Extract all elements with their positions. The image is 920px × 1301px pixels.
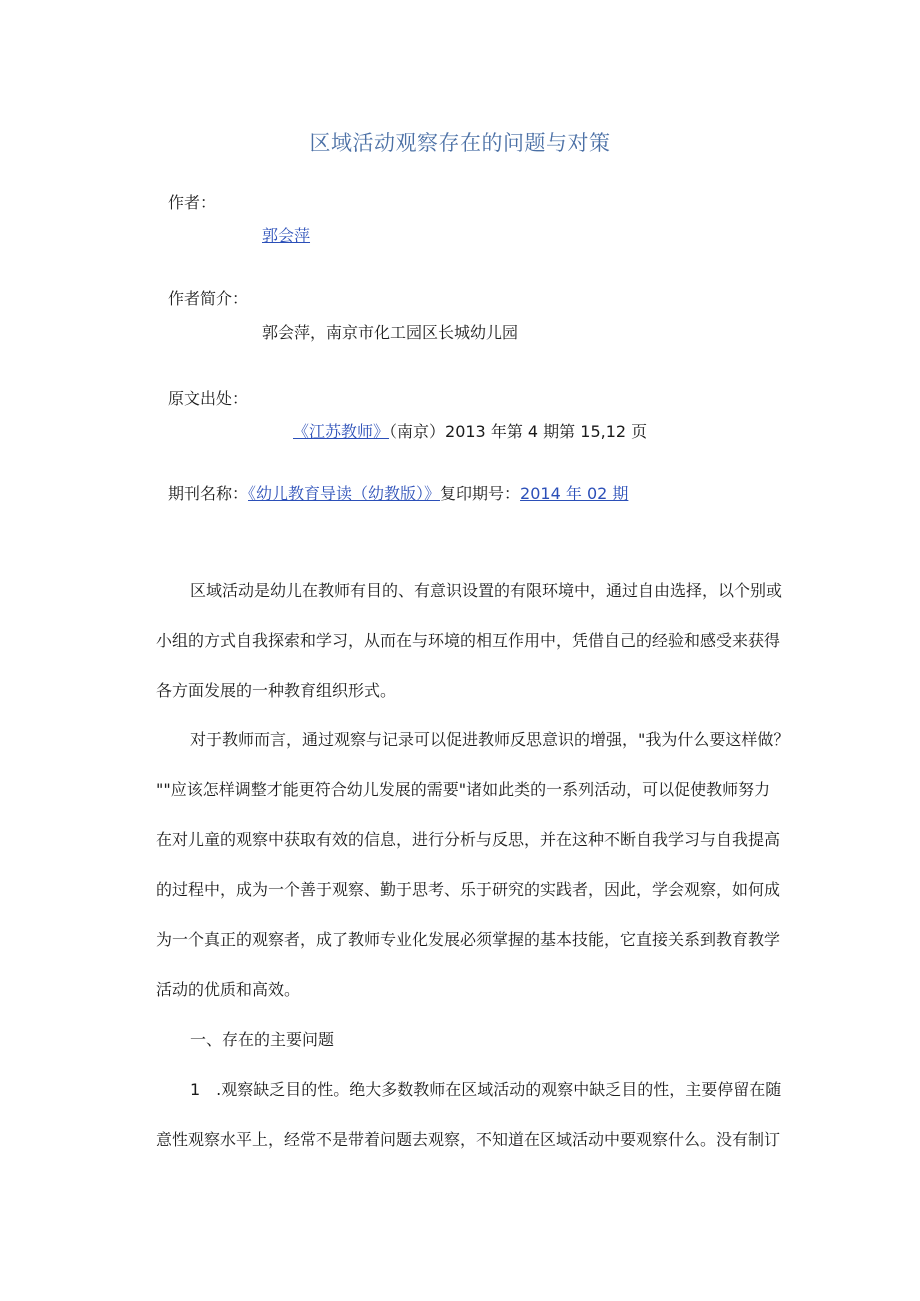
periodical-line — [168, 481, 628, 504]
source-journal-link[interactable]: 《江苏教师》 — [293, 422, 390, 441]
periodical-label: 期刊名称： — [168, 484, 249, 503]
source-detail: （南京）2013 年第 4 期第 15,12 页 — [389, 422, 648, 441]
body-line: ""应该怎样调整才能更符合幼儿发展的需要"诸如此类的一系列活动，可以促使教师努力 — [156, 780, 771, 799]
periodical-link[interactable]: 《幼儿教育导读（幼教版）》 — [248, 484, 441, 503]
body-line: 在对儿童的观察中获取有效的信息，进行分析与反思，并在这种不断自我学习与自我提高 — [156, 830, 781, 849]
article-title: 区域活动观察存在的问题与对策 — [309, 131, 611, 155]
author-label: 作者： — [168, 193, 217, 212]
body-line: 的过程中，成为一个善于观察、勤于思考、乐于研究的实践者，因此，学会观察，如何成 — [156, 880, 781, 899]
reprint-label: 复印期号： — [440, 484, 521, 503]
author-link[interactable]: 郭会萍 — [262, 226, 311, 245]
source-label: 原文出处： — [168, 389, 249, 408]
body-line: 为一个真正的观察者，成了教师专业化发展必须掌握的基本技能，它直接关系到教育教学 — [156, 930, 781, 949]
body-line: 1 .观察缺乏目的性。绝大多数教师在区域活动的观察中缺乏目的性，主要停留在随 — [190, 1080, 782, 1099]
bio-text: 郭会萍，南京市化工园区长城幼儿园 — [262, 323, 519, 342]
body-line: 区域活动是幼儿在教师有目的、有意识设置的有限环境中，通过自由选择，以个别或 — [190, 581, 783, 600]
body-line: 意性观察水平上，经常不是带着问题去观察，不知道在区域活动中要观察什么。没有制订 — [156, 1130, 781, 1149]
body-line: 对于教师而言，通过观察与记录可以促进教师反思意识的增强，"我为什么要这样做？ — [190, 730, 790, 749]
source-line — [293, 419, 647, 442]
section-heading: 一、存在的主要问题 — [190, 1030, 335, 1049]
body-line: 各方面发展的一种教育组织形式。 — [156, 681, 397, 700]
body-line: 小组的方式自我探索和学习，从而在与环境的相互作用中，凭借自己的经验和感受来获得 — [156, 631, 781, 650]
body-line: 活动的优质和高效。 — [156, 980, 301, 999]
bio-label: 作者简介： — [168, 289, 249, 308]
reprint-issue-link[interactable]: 2014 年 02 期 — [520, 484, 629, 503]
